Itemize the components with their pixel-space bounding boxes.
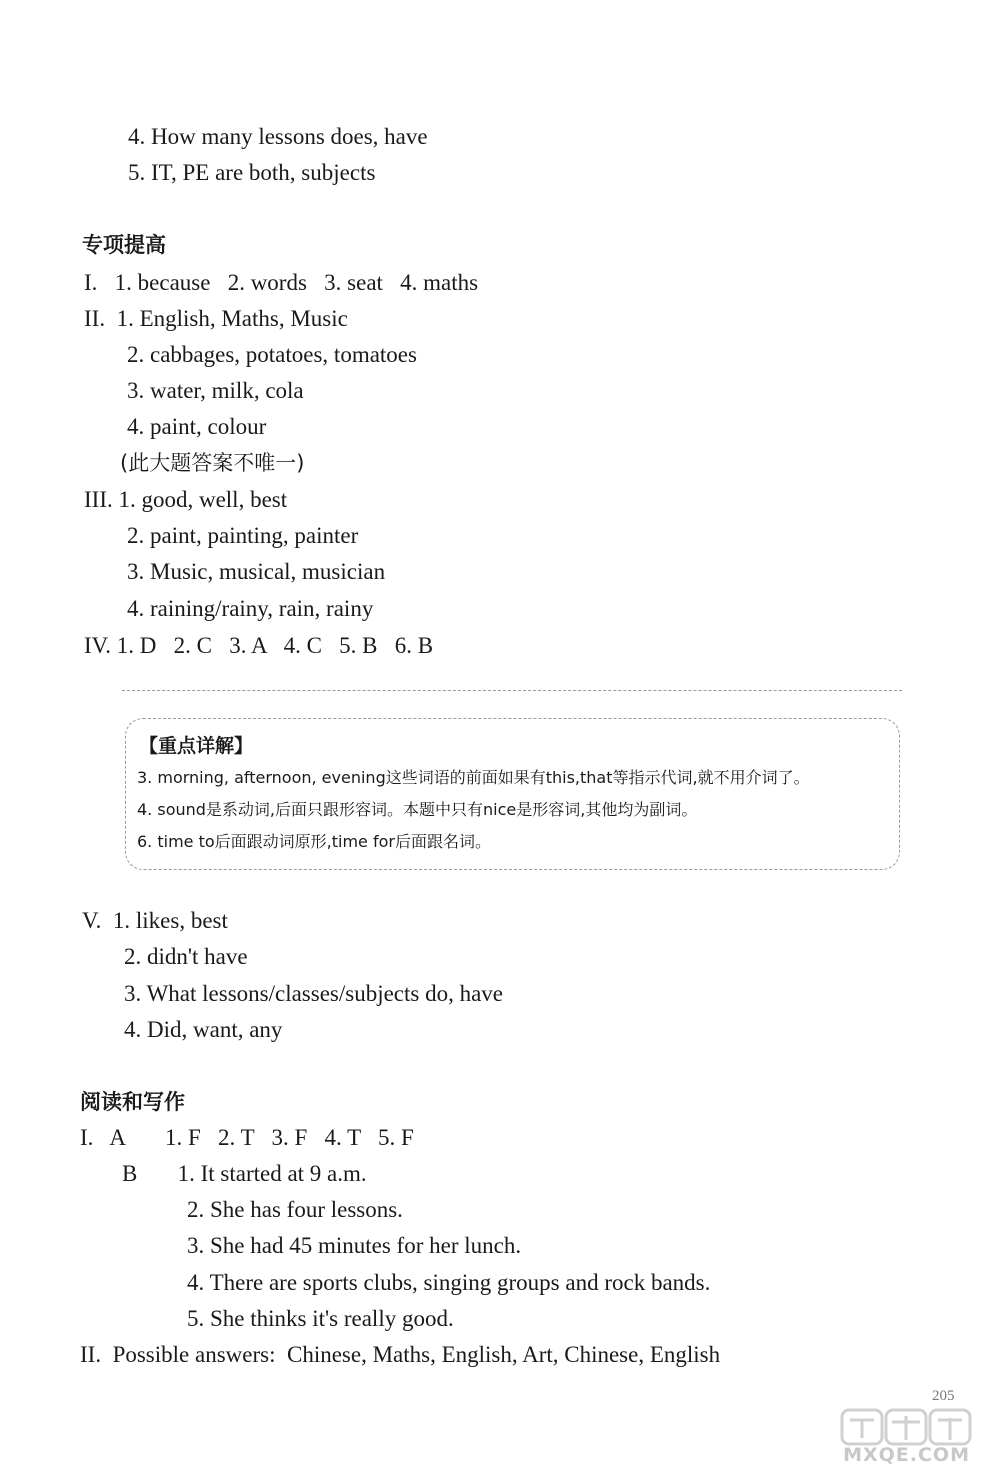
key-points-title: 【重点详解】 bbox=[139, 735, 254, 757]
answer-line: 4. There are sports clubs, singing groups and rock bands. bbox=[187, 1270, 711, 1295]
answer-line: B 1. It started at 9 a.m. bbox=[122, 1161, 367, 1186]
key-point-line: 4. sound是系动词,后面只跟形容词。本题中只有nice是形容词,其他均为副词。 bbox=[137, 800, 698, 819]
answer-line: 3. What lessons/classes/subjects do, have bbox=[124, 981, 504, 1006]
key-points-box bbox=[125, 718, 900, 870]
answer-note: (此大题答案不唯一) bbox=[120, 451, 305, 475]
answer-line: 4. paint, colour bbox=[127, 414, 267, 439]
answer-line: 4. raining/rainy, rain, rainy bbox=[127, 596, 374, 621]
answer-line: I. A 1. F 2. T 3. F 4. T 5. F bbox=[80, 1125, 414, 1150]
answer-line: II. 1. English, Maths, Music bbox=[84, 306, 348, 331]
section-heading: 阅读和写作 bbox=[80, 1090, 185, 1114]
answer-line: III. 1. good, well, best bbox=[84, 487, 288, 512]
answer-line: 2. She has four lessons. bbox=[187, 1197, 403, 1222]
answer-line: 3. She had 45 minutes for her lunch. bbox=[187, 1233, 522, 1258]
answer-line: 3. water, milk, cola bbox=[127, 378, 304, 403]
watermark-text: MXQE.COM bbox=[843, 1444, 970, 1466]
section-heading: 专项提高 bbox=[82, 233, 166, 257]
answer-line: IV. 1. D 2. C 3. A 4. C 5. B 6. B bbox=[84, 633, 434, 658]
answer-line: 4. Did, want, any bbox=[124, 1017, 283, 1042]
answer-line: 5. She thinks it's really good. bbox=[187, 1306, 454, 1331]
answer-line: V. 1. likes, best bbox=[82, 908, 228, 933]
answer-line: II. Possible answers: Chinese, Maths, English, Art, Chinese, English bbox=[80, 1342, 721, 1367]
answer-line: 3. Music, musical, musician bbox=[127, 559, 386, 584]
divider bbox=[122, 690, 902, 691]
page-number: 205 bbox=[932, 1388, 955, 1404]
answer-line: I. 1. because 2. words 3. seat 4. maths bbox=[84, 270, 479, 295]
answer-line: 2. didn't have bbox=[124, 944, 248, 969]
key-point-line: 3. morning, afternoon, evening这些词语的前面如果有this,that等指示代词,就不用介词了。 bbox=[137, 768, 810, 787]
answer-line: 2. paint, painting, painter bbox=[127, 523, 359, 548]
answer-line: 2. cabbages, potatoes, tomatoes bbox=[127, 342, 417, 367]
key-point-line: 6. time to后面跟动词原形,time for后面跟名词。 bbox=[137, 832, 491, 851]
answer-line: 4. How many lessons does, have bbox=[128, 124, 428, 149]
answer-line: 5. IT, PE are both, subjects bbox=[128, 160, 376, 185]
